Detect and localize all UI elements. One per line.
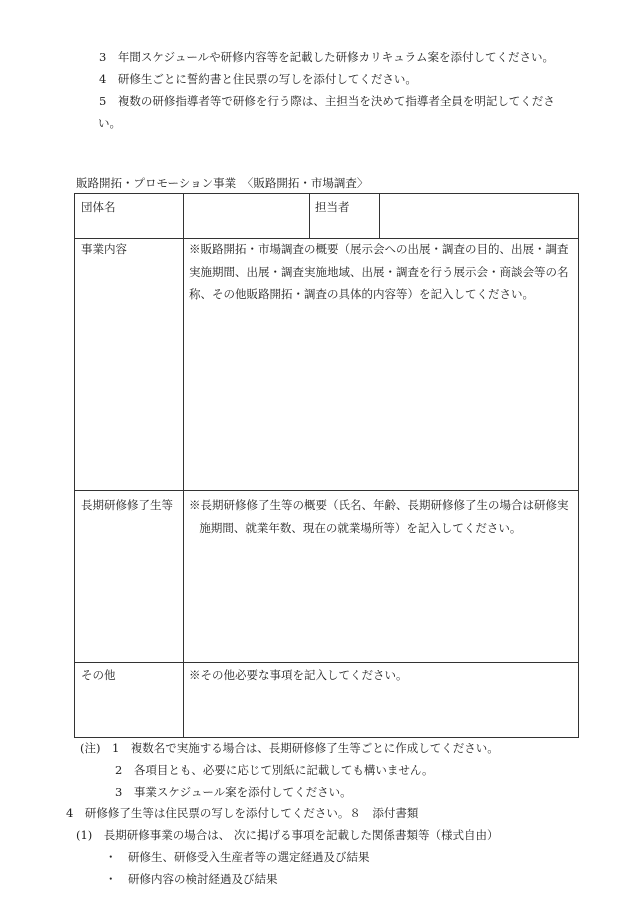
other-label: その他 [81,668,116,682]
group-name-label: 団体名 [81,200,116,214]
graduate-label: 長期研修修了生等 [81,498,173,512]
column-divider [309,193,310,238]
section-line: 4 研修修了生等は住民票の写しを添付してください。８ 添付書類 [66,806,419,820]
business-content-label: 事業内容 [81,242,127,256]
footnote-1: (注) 1 複数名で実施する場合は、長期研修修了生等ごとに作成してください。 [80,741,499,755]
column-divider [379,193,380,238]
footnote-3: 3 事業スケジュール案を添付してください。 [115,785,352,799]
column-divider [183,193,184,738]
business-content-text: ※販路開拓・市場調査の概要（展示会への出展・調査の目的、出展・調査実施期間、出展・調査実施地域、出展・調査を行う展示会・商談会等の名称、その他販路開拓・調査の具体的内容等）を記入してください。 [189,242,569,301]
graduate-text: ※長期研修修了生等の概要（氏名、年齢、長期研修修了生の場合は研修実施期間、就業年数、現在の就業場所等）を記入してください。 [189,498,569,535]
note-5: 5 複数の研修指導者等で研修を行う際は、主担当を決めて指導者全員を明記してくださ [99,94,555,108]
note-3: 3 年間スケジュールや研修内容等を記載した研修カリキュラム案を添付してください。 [99,50,555,64]
row-divider [74,662,579,663]
footnote-2: 2 各項目とも、必要に応じて別紙に記載しても構いません。 [115,763,434,777]
note-5-continued: い。 [98,116,121,130]
bullet-item: ・ 研修生、研修受入生産者等の選定経過及び結果 [105,850,370,864]
form-title: 販路開拓・プロモーション事業 〈販路開拓・市場調査〉 [76,176,369,190]
section-item-1: (1) 長期研修事業の場合は、 次に掲げる事項を記載した関係書類等（様式自由） [76,828,499,842]
person-in-charge-label: 担当者 [315,200,350,214]
note-4: 4 研修生ごとに誓約書と住民票の写しを添付してください。 [99,72,417,86]
bullet-item: ・ 研修内容の検討経過及び結果 [105,872,278,886]
row-divider [74,490,579,491]
other-text: ※その他必要な事項を記入してください。 [189,668,408,682]
